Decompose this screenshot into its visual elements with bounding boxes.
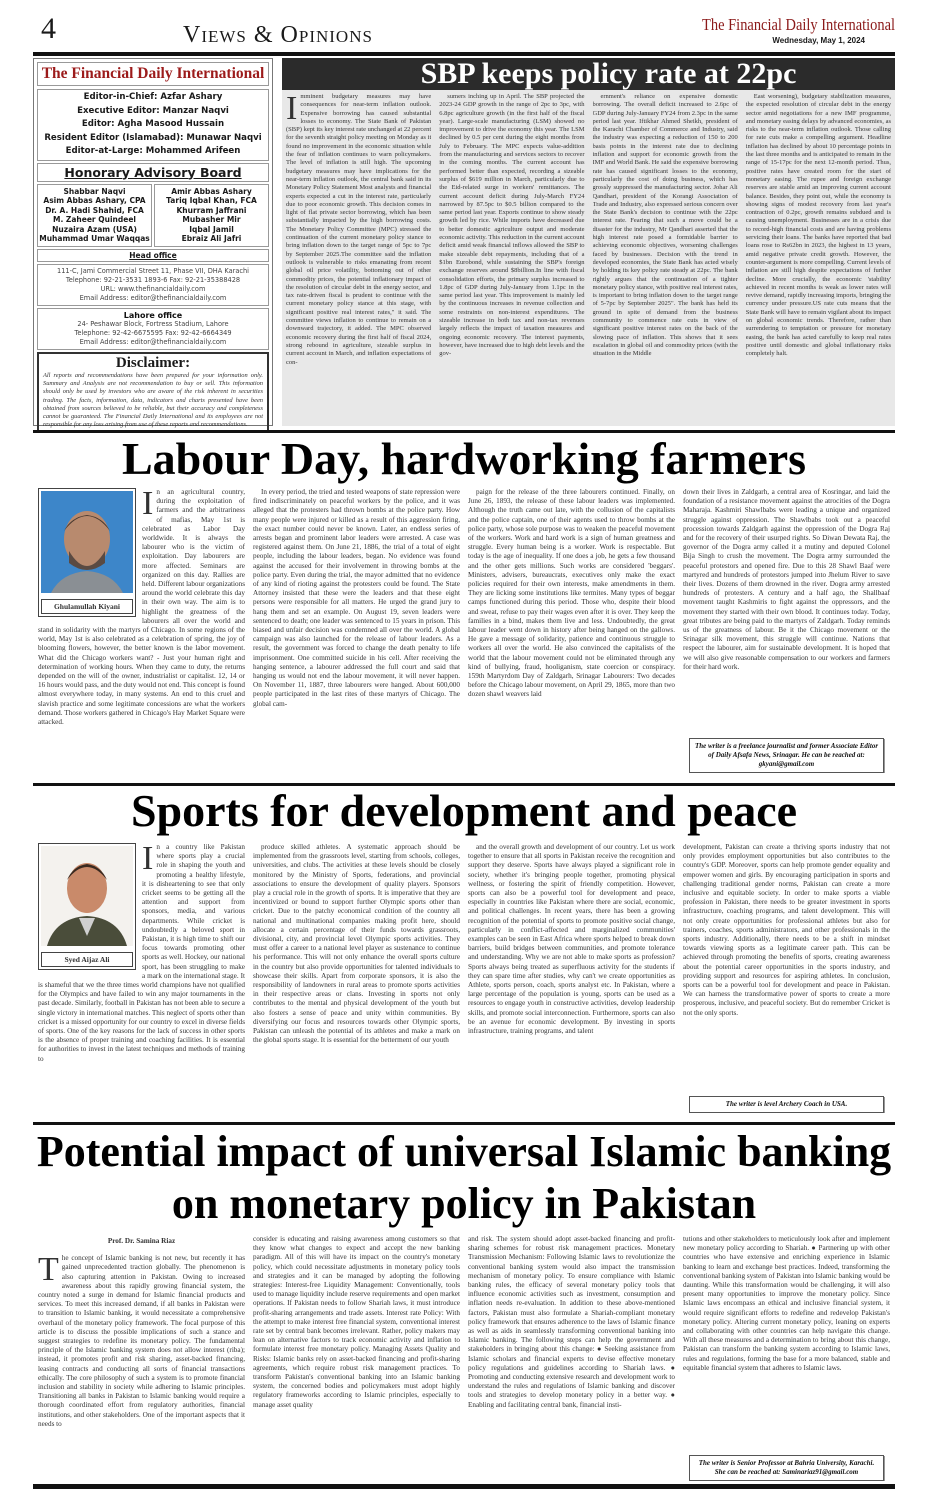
board-member: M. Zaheer Quindeel	[53, 215, 136, 225]
board-member: Amir Abbas Ashary	[171, 186, 252, 196]
author-name: Prof. Dr. Samina Riaz	[107, 1237, 176, 1245]
column-text: n a country like Pakistan where sports play a crucial role in shaping the youth and promoting a healthy lifestyle, it is disheartening to see that only cricket seems to be getting all the attention and support from sponsors, media, and various departments. While cricket is undoubtedly a beloved sport in Pakistan, it is high time to shift our focus towards promoting other sports as well. Hockey, our national sport, has been struggling to make a mark on the international stage. It is shameful that we the three times world champions have not qualified for the Olympics and have failed to win any major tournaments in the past decade. Similarly, football in Pakistan has not been able to secure a single victory in international matches. This neglect of sports other than cricket is a missed opportunity for our country to excel in diverse fields of sports. One of the key reasons for the lack of success in other sports is the absence of proper training and coaching facilities. It is essential for authorities to invest in the latest techniques and methods of training to	[38, 843, 245, 1063]
article-column: ernment's reliance on expensive domestic borrowing. The overall deficit increased to 2.6pc of GDP during July-January FY24 from 2.3pc in the same period last year. Iftikhar Ahmed Sheikh, president of the Karachi Chamber of Commerce and Industry, said the industry was expecting a reduction of 150 to 200 basis points in the interest rate due to declining inflation and support for economic growth from the IMF and World Bank. He said the expensive borrowing rate has caused significant losses to the economy, particularly the cost of doing business, which has grossly suppressed the manufacturing sector. Johar Ali Qandhari, president of the Korangi Association of Trade and Industry, also expressed serious concern over the State Bank's decision to continue with the 22pc interest rate. Fearing that such a move could be a disaster for the industry, Mr Qandhari asserted that the high interest rate posed a formidable barrier to achieving economic objectives, worsening challenges faced by businesses. Decision with the trend in developed economies, the State Bank has acted wisely by holding its key policy rate steady at 22pc. The bank rightly argues that the continuation of a tighter monetary policy stance, with positive real interest rates, is important to bring inflation down to the target range of 5-7pc by September 2025". The bank has held its ground in spite of demand from the business community to commence rate cuts in view of significant positive interest rates on the back of the slowing pace of inflation. This shows that it sees escalation in global oil and commodity prices (with the situation in the Middle	[592, 93, 738, 358]
url-link[interactable]: URL: www.thefinancialdaily.com	[100, 285, 206, 294]
board-member: Iqbal Jamil	[189, 224, 234, 234]
column-text: tutions and other stakeholders to meticulously look after and implement new monetary policy according to Shariah. ● Partnering up with other countries who have extensive and enriching experience in Islamic banking to learn and exchange best practices. Indeed, transforming the conventional banking system of Pakistan into Islamic banking would be daunting. While this transformation would be challenging, it will also present many opportunities to improve the monetary policy. Since Islamic laws encompass an ethical and inclusive financial system, it would require significant efforts to redefine and redevelop Pakistan's monetary policy. Altering current monetary policy, leaning on experts and collaborating with other countries can help navigate this change. With all these measures and a determination to bring about this change, Pakistan can transform the banking system according to Islamic laws, rules and regulations, forming the base for a more balanced, stable and equitable financial system that adheres to Islamic laws.	[683, 1235, 890, 1372]
page-number: 4	[41, 12, 56, 45]
article-column: and risk. The system should adopt asset-backed financing and profit-sharing schemes for robust risk management practices. Monetary Transmission Mechanism: Following Islamic laws to revolutionize the conventional banking system would also impact the transmission mechanism of monetary policy. To ensure compliance with Islamic banking rules, the efficacy of several monetary policy tools that influence economic activities such as investment, consumption and inflation needs re-evaluation. In addition to these above-mentioned factors, Pakistan must also formulate a Shariah-compliant monetary policy framework that ensures adherence to the laws of Islamic finance as well as aids in seamlessly transforming conventional banking into Islamic banking. The following steps can help the government and stakeholders in bringing about this change: ● Seeking assistance from Islamic scholars and financial experts to devise effective monetary policy regulations and guidelines according to Shariah laws. ● Promoting and conducting extensive research and development work to understand the rules and regulations of Islamic banking and discover tools and strategies to develop monetary policy in a better way. ● Enabling and facilitating central bank, financial insti-	[468, 1235, 675, 1409]
banking-body	[38, 1235, 890, 1481]
article-column	[683, 1235, 890, 1481]
section-rule	[33, 1122, 895, 1125]
column-text: development, Pakistan can create a thriving sports industry that not only provides employment opportunities but also contributes to the country's GDP. Moreover, sports can help promote gender equality and empower women and girls. By encouraging participation in sports and challenging traditional gender norms, Pakistan can create a more inclusive and equitable society. In order to make sports a viable profession in Pakistan, there needs to be greater investment in sports infrastructure, coaching programs, and talent development. This will not only create opportunities for professional athletes but also for trainers, coaches, sports administrators, and other professionals in the sports industry. Additionally, there needs to be a shift in mindset towards viewing sports as a legitimate career path. This can be achieved through promoting the benefits of sports, creating awareness about the potential career opportunities in the sports industry, and providing support and resources for aspiring athletes. In conclusion, sports can be a powerful tool for development and peace in Pakistan. We can harness the transformative power of sports to create a more prosperous, inclusive, and peaceful society. But do remember Cricket is not the only sports.	[683, 843, 890, 1017]
labour-body	[38, 488, 890, 773]
sbp-headline: SBP keeps policy rate at 22pc	[282, 58, 895, 90]
footer-rule	[33, 1484, 895, 1489]
article-column: sumers inching up in April. The SBP projected the 2023-24 GDP growth in the range of 2pc to 3pc, with 6.8pc agriculture growth (in the first half of the fiscal year). Large-scale manufacturing (LSM) showed no improvement to drive the economy this year. The LSM declined by 0.5 per cent during the eight months from July to February. The MPC expects value-addition from the manufacturing and services sectors to recover in the coming months. The current account has performed better than expected, recording a sizeable surplus of $619 million in March, particularly due to the Eid-related surge in workers' remittances. The current account deficit during July-March FY24 narrowed by 87.5pc to $0.5 billion compared to the same period last year. Exports continue to show steady growth led by rice. While imports have decreased due to better domestic agriculture output and moderate economic activity. This reduction in the current account deficit amid weak financial inflows allowed the SBP to make sizeable debt repayments, including that of a $1bn Eurobond, while sustaining the SBP's foreign exchange reserves around $8billion.In line with fiscal consolidation efforts, the primary surplus increased to 1.8pc of GDP during July-January from 1.1pc in the same period last year. This improvement is mainly led by the continuous increases in revenue collection and some restraints on non-interest expenditures. The sizeable increase in both tax and non-tax revenues largely reflects the impact of taxation measures and ongoing economic recovery. The interest payments, however, have increased due to high debt levels and the gov-	[439, 93, 585, 358]
drop-cap: I	[286, 93, 298, 127]
address-line: 111-C, Jami Commercial Street 11, Phase VII, DHA Karachi	[57, 267, 249, 276]
disclaimer-text: All reports and recommendations have been prepared for your information only. Summary and Analysis are not recommendation to buy or sell. This information should only be used by investors who are aware of the risk inherent in securities trading. The facts, information, data, indicators and charts presented have been obtained from sources believed to be reliable, but their accuracy and completeness cannot be guaranteed. The Financial Daily International and its employees are not responsible for any loss arising from use of these reports and recommendations.	[43, 372, 263, 429]
phone-line: Telephone: 92-42-6675595 Fax: 92-42-6664349	[74, 329, 232, 338]
board-member: Ebraiz Ali Jafri	[181, 234, 242, 244]
editors-list	[37, 89, 269, 161]
column-text: n an agricultural country, during the exploitation of farmers and the arbitrariness of mafias, May 1st is celebrated as Labor Day worldwide. It is always the labourer who is the victim of exploitation. Day labourers are more affected. Seminars are organized on this day. Rallies are held. Different labour organizations around the world celebrate this day in their own way. The aim is to highlight the greatness of the labourers all over the world and stand in solidarity with the martyrs of Chicago. In some regions of the world, May 1st is also celebrated as a celebration of spring, the joy of blooming flowers, however, the better known is the labor movement. What did the Chicago workers want? - Just your human right and determination of working hours. When they came to duty, the returns depended on the will of the owner, industrialist or capitalist. 12, 14 or 16 hours would pass, and the duty would not end. This concept is found almost everywhere today, in many systems. An end to this cruel and slavish practice and some legitimate concessions are what the workers demand. Those workers gathered in Chicago's Hay Market Square were attacked.	[38, 488, 245, 727]
author-photo	[38, 843, 136, 970]
section-title: Views & Opinions	[183, 22, 373, 48]
article-column	[286, 93, 431, 421]
editor-line: Editor: Agha Masood Hussain	[81, 119, 225, 129]
board-member: Shabbar Naqvi	[63, 186, 126, 196]
head-office-title: Head office	[37, 249, 269, 262]
labour-headline: Labour Day, hardworking farmers	[121, 433, 807, 484]
article-column: In every period, the tried and tested weapons of state repression were fired indiscriminately on peaceful workers by the police, and it was alleged that the protesters had thrown bombs at the police party. How many people were injured or killed as a result of this aggression firing, the exact number could never be known. Later, an endless series of arrests began and prominent labor leaders were arrested. A case was registered against them. On June 21, 1886, the trial of a total of eight people, including the labour leaders, began. No evidence was found against the accused for their involvement in throwing bombs at the police party. Even during the trial, the mayor admitted that no evidence of any kind of rioting against the protesters could be found. The State Attorney insisted that these were the leaders and that these eight persons were responsible for all matters. He urged the grand jury to hang them and set an example. On August 19, seven leaders were sentenced to death; one leader was sentenced to 15 years in prison. This biased and unfair decision was condemned all over the world. A global campaign was also launched for the release of labour leaders. As a result, the government was forced to change the death penalty to life imprisonment. One committed suicide in his cell. After receiving the hanging sentence, a labourer addressed the full court and said that hanging us would not end the labour movement, it will never happen. On November 11, 1887, three labourers were hanged. About 600,000 people participated in the last rites of these martyrs of Chicago. The global cam-	[253, 488, 460, 708]
board-member: Mubasher Mir	[182, 215, 241, 225]
author-byline: The writer is Senior Professor at Bahria University, Karachi. She can be reached at: Saminariaz91@gmail.com	[689, 1455, 884, 1481]
article-column: East worsening), budgetary stabilization measures, the expected resolution of circular debt in the energy sector amid negotiations for a new IMF programme, and monetary easing delays by advanced economies, as risks to the near-term inflation outlook. Those calling for rate cuts make a compelling argument. Headline inflation has declined by about 10 percentage points in the last three months and is anticipated to remain in the range of 15-17pc for the next 12-month period. Thus, positive rates have created room for the start of monetary easing. The rupee and foreign exchange reserves are stable amid an improving current account balance. Besides, they point out, while the economy is showing signs of modest recovery from last year's contraction of 0.2pc, growth remains subdued and is causing unemployment. Businesses are in a crisis due to record-high financial costs and are having problems servicing their loans. The banks have reported that bad loans rose to Rs62bn in 2023, the highest in 13 years, amid negative private credit growth. However, the counter-argument is more compelling. Current levels of inflation are still high despite expectations of further decline. More crucially, the economic 'stability' achieved in recent months is weak as lower rates will revive demand, rapidly increasing imports, bringing the currency under pressure.US rate cuts means that the State Bank will have to remain vigilant about its impact on global economic trends. Therefore, rather than surrendering to temptation or pressure for monetary easing, the bank has acted carefully to keep real rates positive until domestic and global inflationary risks completely halt.	[745, 93, 891, 358]
article-column: and the overall growth and development of our country. Let us work together to ensure that all sports in Pakistan receive the recognition and support they deserve. Sports have always played a significant role in society, whether it's bringing people together, promoting physical wellness, or fostering the spirit of friendly competition. However, sports can also be a powerful tool for development and peace, especially in countries like Pakistan where there are social, economic, and political challenges. In recent years, there has been a growing recognition of the potential of sports to promote positive social change, particularly in conflict-affected and marginalized communities' examples can be seen in East Africa where sports helped to break down barriers, build bridges between communities, and promote tolerance and understanding. Why we are not able to make sports as profession? Sports always being treated as superfluous activity for the students if they can spare time after studies, why can't we create opportunities as Athlete, sports person, coach, sports analyst etc. In Pakistan, where a large percentage of the population is young, sports can be used as a resources to engage youth in constructive activities, develop leadership skills, and promote social interconnection. Furthermore, sports can also be an avenue for economic development. By investing in sports infrastructure, training programs, and talent	[468, 843, 675, 1036]
advisory-board-right	[154, 184, 269, 248]
article-column	[683, 843, 890, 1113]
article-column: produce skilled athletes. A systematic approach should be implemented from the grassroots level, starting from schools, colleges, universities, and clubs. The activities at these levels should be closely monitored by the Ministry of Sports, federations, and provincial associations to ensure the development of quality players. Sponsors play a crucial role in the growth of sports. It is imperative that they are incentivized or bound to support further Olympic sports other than cricket. Due to the patchy economical condition of the country all national and multinational companies making profit here, should allocate a certain percentage of their funds towards grassroots, divisional, city, and provincial level Olympic sports activities. They must offer a career to a national level player as sustenance to continue his performance. This will not only enhance the overall sports culture in the country but also provide opportunities for talented individuals to showcase their skills. Apart from corporate sponsors, it is also the responsibility of landowners in rural areas to promote sports activities in their respective areas or clans. Investing in sports not only contributes to the mental and physical development of the youth but also fosters a sense of peace and unity within communities. By diversifying our focus and resources towards other Olympic sports, Pakistan can unleash the potential of its athletes and make a mark on the global sports stage. It is essential for the betterment of our youth	[253, 843, 460, 1045]
staff-box	[33, 58, 273, 429]
lahore-office-title: Lahore office	[123, 311, 183, 321]
staff-box-brand: The Financial Daily International	[37, 62, 269, 86]
author-byline: The writer is a freelance journalist and former Associate Editor of Daily Afsafa News, Srinagar. He can be reached at: gkyani@gmail.com	[689, 738, 884, 773]
editor-line: Editor-at-Large: Mohammed Arifeen	[65, 146, 241, 156]
masthead	[33, 12, 895, 52]
advisory-board-left	[37, 184, 152, 248]
column-text: down their lives in Zaldgarh, a central area of Kosringar, and laid the foundation of a resistance movement against the atrocities of the Dogra Maharaja. Kashmiri Shawlbabs were leading a unique and organized struggle against oppression. The Shawlbabs took out a peaceful procession towards Zaldgarh against the oppression of the Dogra Raj and for the recovery of their usurped rights. So Diwan Dewata Raj, the governor of the Dogra army called it a mutiny and deputed Colonel Bija Singh to crush the movement. The Dogra army surrounded the peaceful protestors and opened fire. Due to this 28 Shawl Baaf were martyred and hundreds of protestors jumped into Jhelum River to save their lives. Dozens of them drowned in the river. Dogra army arrested hundreds of protesters. A century and a half ago, the Shallbaaf movement taught Kashmiris to fight against the oppressors, and the movement they started with their own blood. It continues today. Today, great tributes are being paid to the martyrs of Zaldgarh. Today reminds us of the greatness of labour. Be it the Chicago movement or the Srinagar silk movement, this struggle will continue. Nations that respect the labourer, aim for sustainable development. It is hoped that we will also give reasonable compensation to our workers and farmers for their hard work.	[683, 488, 890, 671]
column-text: mminent budgetary measures may have consequences for near-term inflation outlook. Expensive borrowing has caused substantial losses to economy. The State Bank of Pakistan (SBP) kept its key interest rate unchanged at 22 percent for the seventh straight policy meeting on Monday as it found no improvement in the economic situation while the fear of inflation continues to warn policymakers. The level of inflation is still high. The upcoming budgetary measures may have implications for the near-term inflation outlook, the central bank said in its Monetary Policy Statement Most analysts and financial experts expected a cut in the interest rate, particularly due to poor economic growth. This decision comes in light of flat private sector borrowing, which has been substantially impacted by the high borrowing costs. The Monetary Policy Committee (MPC) stressed the continuation of the current monetary policy stance to bring inflation down to the target range of 5pc to 7pc by September 2025.The committee said the inflation outlook is vulnerable to risks emanating from recent global oil price volatility, bottoming out of other commodity prices, the potential inflationary impact of the resolution of circular debt in the energy sector, and tax rate-driven fiscal is prudent to continue with the current monetary policy stance at this stage, with significant positive real interest rates," it said. The committee views inflation to continue to remain on a downward trajectory, it added. The MPC observed economic recovery during the first half of fiscal 2024, strong rebound in agriculture, sizeable surplus in current account in March, and inflation expectations of con-	[286, 93, 432, 366]
sbp-body	[282, 90, 895, 424]
lahore-office-details	[37, 308, 269, 350]
advisory-board	[37, 184, 269, 248]
sports-headline: Sports for development and peace	[130, 785, 798, 836]
author-photo	[38, 488, 136, 617]
author-name: Ghulamullah Kiyani	[41, 599, 133, 614]
board-member: Muhammad Umar Waqqas	[39, 234, 150, 244]
head-office-details	[37, 264, 269, 306]
board-member: Dr. A. Hadi Shahid, FCA	[45, 205, 144, 215]
editor-line: Resident Editor (Islamabad): Munawar Naqvi	[44, 132, 262, 143]
portrait-image	[41, 491, 133, 593]
editor-line: Executive Editor: Manzar Naqvi	[77, 105, 229, 116]
masthead-rule	[33, 52, 895, 56]
address-line: 24- Peshawar Block, Fortress Stadium, Lahore	[77, 320, 229, 329]
brand-name: The Financial Daily International	[701, 15, 895, 34]
banking-headline-line-1: Potential impact of universal Islamic banking	[36, 1127, 892, 1176]
banking-headline-line-2: on monetary policy in Pakistan	[171, 1179, 757, 1228]
article-column	[38, 843, 245, 1113]
author-byline: The writer is level Archery Coach in USA.	[689, 1096, 884, 1113]
advisory-board-title: Honorary Advisory Board	[37, 163, 269, 182]
portrait-image	[41, 846, 133, 946]
article-column	[683, 488, 890, 773]
board-member: Khurram Jaffrani	[176, 205, 247, 215]
email-link[interactable]: Email Address: editor@thefinancialdaily.com	[79, 338, 227, 347]
sports-body	[38, 843, 890, 1113]
email-link[interactable]: Email Address: editor@thefinancialdaily.com	[79, 294, 227, 303]
drop-cap: T	[38, 1251, 59, 1289]
disclaimer-title: Disclaimer:	[115, 355, 191, 372]
disclaimer-box	[37, 352, 269, 432]
drop-cap: I	[142, 843, 154, 877]
article-column: paign for the release of the three labourers continued. Finally, on June 26, 1893, the release of these labour leaders was implemented. Although the truth came out late, with the collusion of the capitalists and the police captain, one of their agents used to throw bombs at the police party, whose sole purpose was to weaken the peaceful movement of the workers. Work and hard work is a sign of human greatness and struggle. Every human being is a worker. Work is respectable. But today is the age of inequality. If one does a job, he gets a few thousand and the other gets millions. Such works are considered 'beggars'. Ministers, advisers, bureaucrats, executives only make the exact policies required for their own interests, make amendments in them. They are licking some institutions like termites. Many types of beggar camps functioned during this period. Those who, despite their blood and sweat, refuse to pay their wages even after it is over. They keep the families in a bind, makes them live and less. Undoubtedly, the great labour leader went down in history after being hanged on the gallows. He gave a message of solidarity, patience and continuous struggle to workers all over the world. He also convinced the capitalists of the world that the labour movement could not be eliminated through any kind of bullying, fraud, hooliganism, state coercion or conspiracy. 159th Martyrdom Day of Zaldgarh, Srinagar Labourers: Two decades before the Chicago labour movement, on April 29, 1865, more than two dozen shawl weavers laid	[468, 488, 675, 699]
board-member: Nuzaira Azam (USA)	[52, 224, 137, 234]
editor-line: Editor-in-Chief: Azfar Ashary	[83, 92, 223, 102]
column-text: he concept of Islamic banking is not new, but recently it has gained unprecedented traction globally. The phenomenon is also capturing attention in Pakistan. Owing to increased awareness about this rapidly growing financial system, the country noted a surge in demand for Islamic financial products and services. To meet this increased demand, if all banks in Pakistan were to transition to Islamic banking, it would necessitate a comprehensive overhaul of the monetary policy framework. The focal purpose of this article is to discuss the possible implications of such a stance and suggest strategies to redefine its monetary policy. The fundamental principle of the Islamic banking system does not allow interest (riba); instead, it promotes profit and risk sharing, asset-backed financing, leasing contracts and conducting all sorts of financial transactions ethically. The core philosophy of such a system is to promote financial inclusion and stability in society while adhering to Islamic principles. Transitioning all banks in Pakistan to Islamic banking would require a thorough coordinated effort from regulatory authorities, financial institutions, and other stakeholders. One of the important aspects that it needs to	[38, 1254, 245, 1428]
article-column: consider is educating and raising awareness among customers so that they know what changes to expect and accept the new banking paradigm. All of this will have its impact on the country's monetary policy, which could necessitate adjustments in monetary policy tools and strategies and it can be managed by adopting the following strategies: Interest-free Liquidity Management: Conventionally, tools used to manage liquidity include reserve requirements and open market operations. If Pakistan needs to follow Shariah laws, it must introduce profit-sharing arrangements and trade assets. Interest rate Policy: With the attempt to make interest free financial system, conventional interest rate set by central bank becomes irrelevant. Rather, policy makers may lean on alternative factors to track economic activity and inflation to formulate interest free monetary policy. Managing Assets Quality and Risks: Islamic banks rely on asset-backed financing and profit-sharing agreements, which require robust risk management practices. To transform Pakistan's conventional banking into an Islamic banking system, the concerned bodies and policymakers must adopt highly regulatory frameworks according to Islamic principles, especially to manage asset quality	[253, 1235, 460, 1409]
phone-line: Telephone: 92-21-3531 1893-6 Fax: 92-21-35388428	[65, 276, 241, 285]
article-column	[38, 488, 245, 773]
drop-cap: I	[142, 488, 154, 522]
issue-date: Wednesday, May 1, 2024	[772, 36, 865, 45]
board-member: Tariq Iqbal Khan, FCA	[166, 196, 257, 206]
sbp-article	[282, 58, 895, 426]
author-name: Syed Aijaz Ali	[41, 952, 133, 967]
board-member: Asim Abbas Ashary, CPA	[43, 196, 146, 206]
article-column	[38, 1235, 245, 1481]
